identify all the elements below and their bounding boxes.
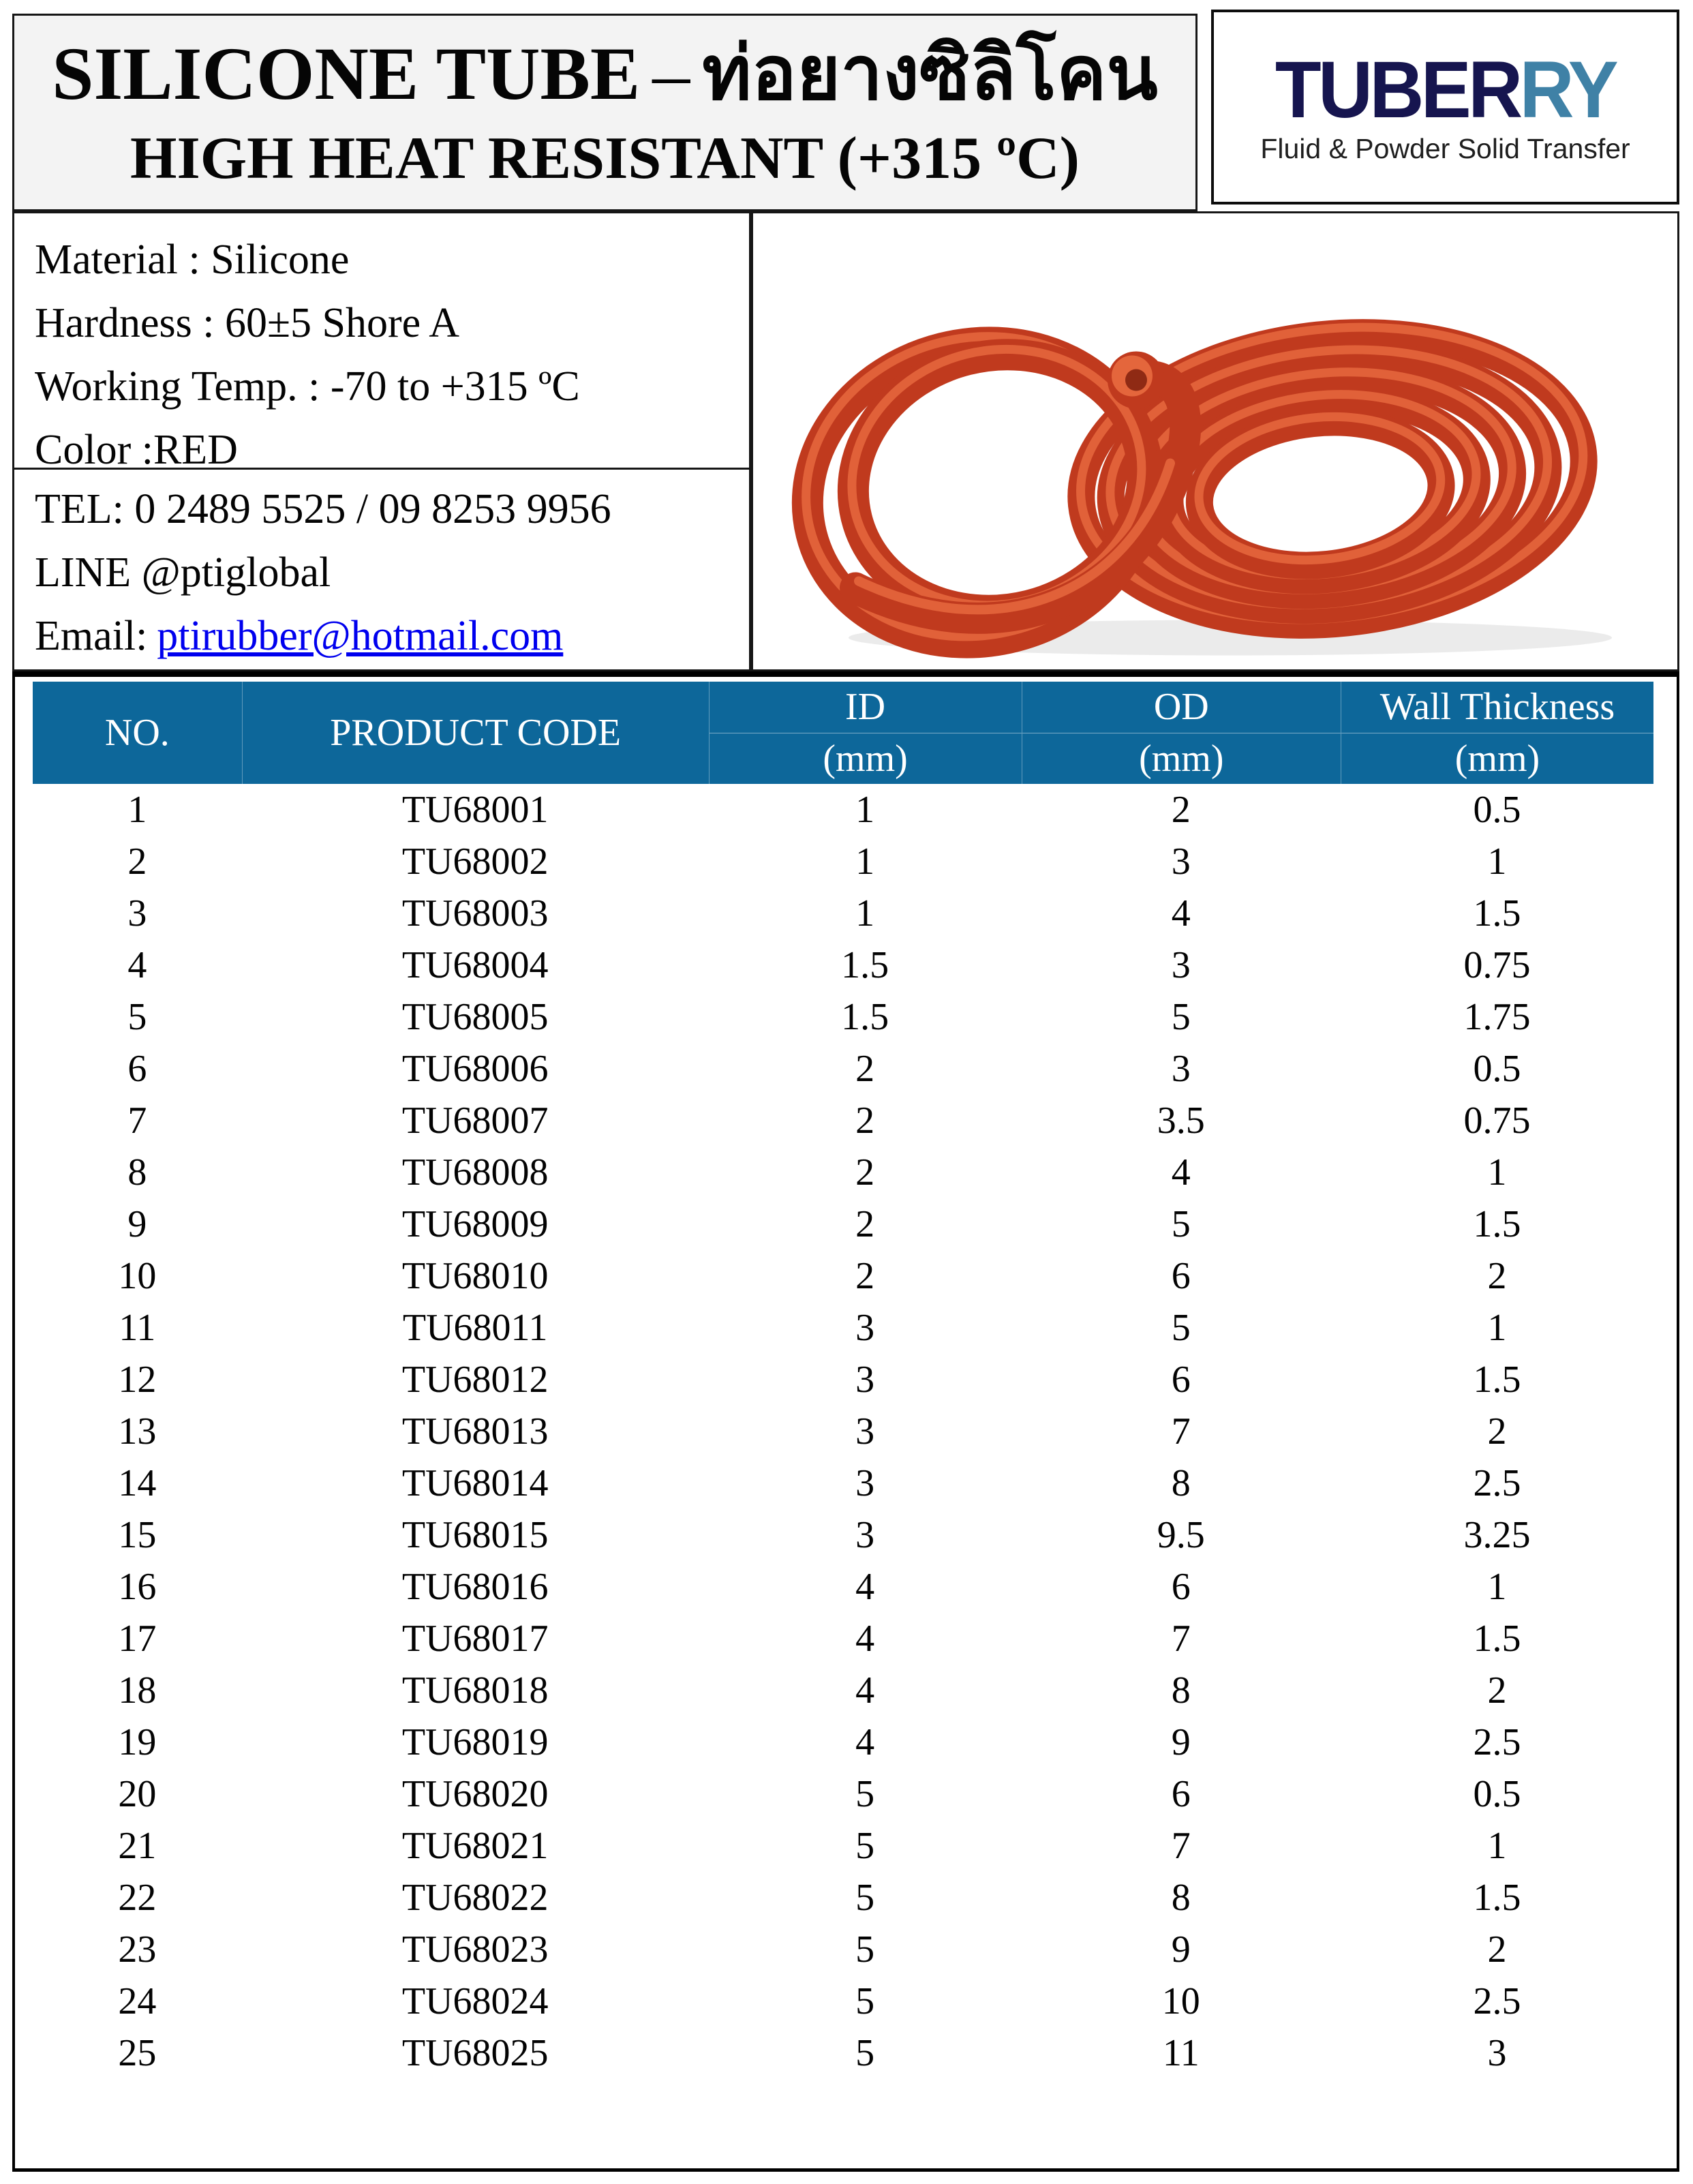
spec-list <box>14 213 749 482</box>
col-header-id <box>709 682 1022 784</box>
cell-product-code: TU68021 <box>401 1825 549 1867</box>
cell-wall-thickness: 0.5 <box>1473 1048 1521 1090</box>
cell-wall-thickness: 0.75 <box>1463 1099 1531 1142</box>
title-separator: – <box>652 32 690 115</box>
cell-product-code: TU68013 <box>401 1410 549 1453</box>
cell-no: 11 <box>119 1307 156 1349</box>
cell-wall-thickness: 2 <box>1487 1255 1507 1297</box>
table-body <box>33 784 1653 2079</box>
cell-wall-thickness: 3.25 <box>1463 1514 1531 1556</box>
col-header-id-unit: (mm) <box>823 737 908 780</box>
table-row <box>33 2027 1653 2079</box>
contact-tel: TEL: 0 2489 5525 / 09 8253 9956 <box>35 486 611 532</box>
cell-id: 2 <box>855 1151 875 1194</box>
cell-product-code: TU68006 <box>401 1048 549 1090</box>
cell-no: 3 <box>127 892 147 935</box>
col-header-wall-unit: (mm) <box>1454 737 1540 780</box>
cell-wall-thickness: 1 <box>1487 1566 1507 1608</box>
cell-no: 7 <box>127 1099 147 1142</box>
cell-product-code: TU68010 <box>401 1255 549 1297</box>
cell-no: 9 <box>127 1203 147 1245</box>
cell-no: 17 <box>118 1618 157 1660</box>
cell-no: 19 <box>118 1721 157 1763</box>
cell-no: 25 <box>118 2032 157 2074</box>
cell-wall-thickness: 1 <box>1487 1825 1507 1867</box>
brand-logo <box>1211 10 1679 204</box>
cell-no: 20 <box>118 1773 157 1815</box>
cell-od: 9 <box>1171 1928 1191 1971</box>
table-row <box>33 1354 1653 1406</box>
table-row <box>33 836 1653 888</box>
cell-no: 6 <box>127 1048 147 1090</box>
col-header-id-label: ID <box>710 682 1022 733</box>
cell-wall-thickness: 2 <box>1487 1928 1507 1971</box>
table-row <box>33 1095 1653 1147</box>
table-row <box>33 1250 1653 1302</box>
cell-wall-thickness: 1 <box>1487 1151 1507 1194</box>
table-row <box>33 1198 1653 1250</box>
table-row <box>33 1872 1653 1924</box>
cell-product-code: TU68024 <box>401 1980 549 2022</box>
cell-product-code: TU68020 <box>401 1773 549 1815</box>
cell-od: 6 <box>1171 1255 1191 1297</box>
cell-no: 12 <box>118 1359 157 1401</box>
table-row <box>33 888 1653 939</box>
cell-od: 7 <box>1171 1825 1191 1867</box>
table-row <box>33 939 1653 991</box>
cell-no: 18 <box>118 1669 157 1712</box>
cell-no: 22 <box>118 1877 157 1919</box>
cell-product-code: TU68005 <box>401 996 549 1038</box>
cell-wall-thickness: 1 <box>1487 840 1507 883</box>
cell-no: 2 <box>127 840 147 883</box>
cell-wall-thickness: 2.5 <box>1473 1462 1521 1504</box>
cell-no: 5 <box>127 996 147 1038</box>
cell-id: 3 <box>855 1462 875 1504</box>
cell-product-code: TU68011 <box>402 1307 548 1349</box>
table-row <box>33 784 1653 836</box>
cell-od: 6 <box>1171 1566 1191 1608</box>
cell-no: 1 <box>127 789 147 831</box>
col-header-product-code: PRODUCT CODE <box>242 682 709 784</box>
cell-od: 4 <box>1171 1151 1191 1194</box>
cell-product-code: TU68022 <box>401 1877 549 1919</box>
table-row <box>33 1561 1653 1613</box>
cell-od: 4 <box>1171 892 1191 935</box>
cell-wall-thickness: 2.5 <box>1473 1721 1521 1763</box>
cell-id: 1 <box>855 840 875 883</box>
cell-od: 10 <box>1161 1980 1200 2022</box>
spec-line-working-temp: Working Temp. : -70 to +315 ºC <box>35 363 580 410</box>
brand-wordmark-primary: TUBER <box>1275 44 1520 135</box>
cell-id: 5 <box>855 1980 875 2022</box>
table-row <box>33 1147 1653 1198</box>
cell-wall-thickness: 0.5 <box>1473 789 1521 831</box>
cell-od: 3.5 <box>1157 1099 1205 1142</box>
cell-id: 1.5 <box>841 996 889 1038</box>
cell-id: 5 <box>855 1825 875 1867</box>
cell-product-code: TU68009 <box>401 1203 549 1245</box>
cell-od: 7 <box>1171 1618 1191 1660</box>
cell-product-code: TU68025 <box>401 2032 549 2074</box>
cell-od: 3 <box>1171 840 1191 883</box>
table-row <box>33 1406 1653 1457</box>
col-header-no: NO. <box>104 712 170 754</box>
cell-no: 13 <box>118 1410 157 1453</box>
cell-id: 5 <box>855 1928 875 1971</box>
cell-product-code: TU68016 <box>401 1566 549 1608</box>
cell-product-code: TU68002 <box>401 840 549 883</box>
cell-od: 11 <box>1162 2032 1200 2074</box>
cell-wall-thickness: 2 <box>1487 1669 1507 1712</box>
cell-od: 8 <box>1171 1462 1191 1504</box>
cell-no: 4 <box>127 944 147 986</box>
cell-no: 14 <box>118 1462 157 1504</box>
cell-id: 4 <box>855 1566 875 1608</box>
cell-id: 1 <box>855 789 875 831</box>
cell-wall-thickness: 1 <box>1487 1307 1507 1349</box>
cell-no: 8 <box>127 1151 147 1194</box>
spec-line-color: Color :RED <box>35 427 238 473</box>
cell-id: 5 <box>855 1773 875 1815</box>
col-header-od-unit: (mm) <box>1139 737 1224 780</box>
page-title <box>52 32 1158 115</box>
cell-product-code: TU68017 <box>401 1618 549 1660</box>
spec-line-material: Material : Silicone <box>35 237 350 283</box>
page-subtitle: HIGH HEAT RESISTANT (+315 ºC) <box>130 125 1080 192</box>
page-title-thai: ท่อยางซิลิโคน <box>702 32 1158 115</box>
cell-id: 3 <box>855 1514 875 1556</box>
cell-wall-thickness: 0.75 <box>1463 944 1531 986</box>
cell-id: 4 <box>855 1618 875 1660</box>
table-row <box>33 1457 1653 1509</box>
cell-product-code: TU68001 <box>401 789 549 831</box>
cell-product-code: TU68015 <box>401 1514 549 1556</box>
cell-od: 6 <box>1171 1773 1191 1815</box>
cell-wall-thickness: 1.5 <box>1473 1359 1521 1401</box>
brand-tagline: Fluid & Powder Solid Transfer <box>1260 132 1630 164</box>
table-row <box>33 1820 1653 1872</box>
cell-wall-thickness: 1.5 <box>1473 1618 1521 1660</box>
table-header-row <box>33 682 1653 784</box>
cell-od: 3 <box>1171 1048 1191 1090</box>
email-link[interactable]: ptirubber@hotmail.com <box>157 613 564 659</box>
cell-od: 5 <box>1171 1203 1191 1245</box>
table-row <box>33 1665 1653 1716</box>
cell-wall-thickness: 1.75 <box>1463 996 1531 1038</box>
product-photo <box>751 211 1679 671</box>
cell-product-code: TU68008 <box>401 1151 549 1194</box>
contact-line-id: LINE @ptiglobal <box>35 549 331 596</box>
cell-no: 15 <box>118 1514 157 1556</box>
cell-id: 3 <box>855 1307 875 1349</box>
brand-wordmark <box>1275 44 1616 135</box>
cell-id: 4 <box>855 1669 875 1712</box>
cell-wall-thickness: 0.5 <box>1473 1773 1521 1815</box>
cell-od: 5 <box>1171 996 1191 1038</box>
cell-od: 7 <box>1171 1410 1191 1453</box>
brand-wordmark-secondary: RY <box>1519 44 1616 135</box>
cell-no: 23 <box>118 1928 157 1971</box>
cell-product-code: TU68019 <box>401 1721 549 1763</box>
contact-email <box>35 605 749 668</box>
cell-id: 2 <box>855 1099 875 1142</box>
cell-product-code: TU68014 <box>401 1462 549 1504</box>
table-row <box>33 1613 1653 1665</box>
cell-id: 3 <box>855 1359 875 1401</box>
cell-wall-thickness: 2 <box>1487 1410 1507 1453</box>
cell-product-code: TU68018 <box>401 1669 549 1712</box>
cell-od: 9.5 <box>1157 1514 1205 1556</box>
cell-id: 2 <box>855 1203 875 1245</box>
cell-id: 1 <box>855 892 875 935</box>
cell-no: 21 <box>118 1825 157 1867</box>
spec-line-hardness: Hardness : 60±5 Shore A <box>35 300 459 346</box>
col-header-od-label: OD <box>1022 682 1341 733</box>
table-row <box>33 1043 1653 1095</box>
cell-product-code: TU68023 <box>401 1928 549 1971</box>
cell-od: 5 <box>1171 1307 1191 1349</box>
cell-product-code: TU68003 <box>401 892 549 935</box>
cell-od: 2 <box>1171 789 1191 831</box>
table-row <box>33 1975 1653 2027</box>
cell-id: 2 <box>855 1048 875 1090</box>
table-row <box>33 991 1653 1043</box>
col-header-wall-label: Wall Thickness <box>1341 682 1653 733</box>
tube-coil-graphic <box>753 213 1677 669</box>
table-row <box>33 1768 1653 1820</box>
col-header-od <box>1022 682 1341 784</box>
spec-panel <box>12 211 751 671</box>
col-header-wall-thickness <box>1341 682 1653 784</box>
cell-wall-thickness: 1.5 <box>1473 1203 1521 1245</box>
table-row <box>33 1302 1653 1354</box>
cell-id: 3 <box>855 1410 875 1453</box>
cell-no: 16 <box>118 1566 157 1608</box>
cell-id: 1.5 <box>841 944 889 986</box>
table-row <box>33 1924 1653 1975</box>
cell-od: 3 <box>1171 944 1191 986</box>
product-table <box>12 671 1679 2172</box>
cell-wall-thickness: 3 <box>1487 2032 1507 2074</box>
product-table-inner <box>33 682 1653 2079</box>
cell-product-code: TU68007 <box>401 1099 549 1142</box>
cell-od: 9 <box>1171 1721 1191 1763</box>
cell-no: 24 <box>118 1980 157 2022</box>
cell-id: 2 <box>855 1255 875 1297</box>
cell-product-code: TU68012 <box>401 1359 549 1401</box>
cell-od: 8 <box>1171 1877 1191 1919</box>
table-row <box>33 1716 1653 1768</box>
cell-od: 6 <box>1171 1359 1191 1401</box>
header-panel <box>12 14 1198 211</box>
cell-wall-thickness: 1.5 <box>1473 1877 1521 1919</box>
page-title-english: SILICONE TUBE <box>52 32 641 115</box>
cell-no: 10 <box>118 1255 157 1297</box>
cell-wall-thickness: 1.5 <box>1473 892 1521 935</box>
cell-wall-thickness: 2.5 <box>1473 1980 1521 2022</box>
cell-id: 4 <box>855 1721 875 1763</box>
cell-id: 5 <box>855 2032 875 2074</box>
cell-product-code: TU68004 <box>401 944 549 986</box>
contact-section <box>14 468 749 668</box>
cell-id: 5 <box>855 1877 875 1919</box>
table-row <box>33 1509 1653 1561</box>
contact-email-label: Email: <box>35 613 148 659</box>
cell-od: 8 <box>1171 1669 1191 1712</box>
